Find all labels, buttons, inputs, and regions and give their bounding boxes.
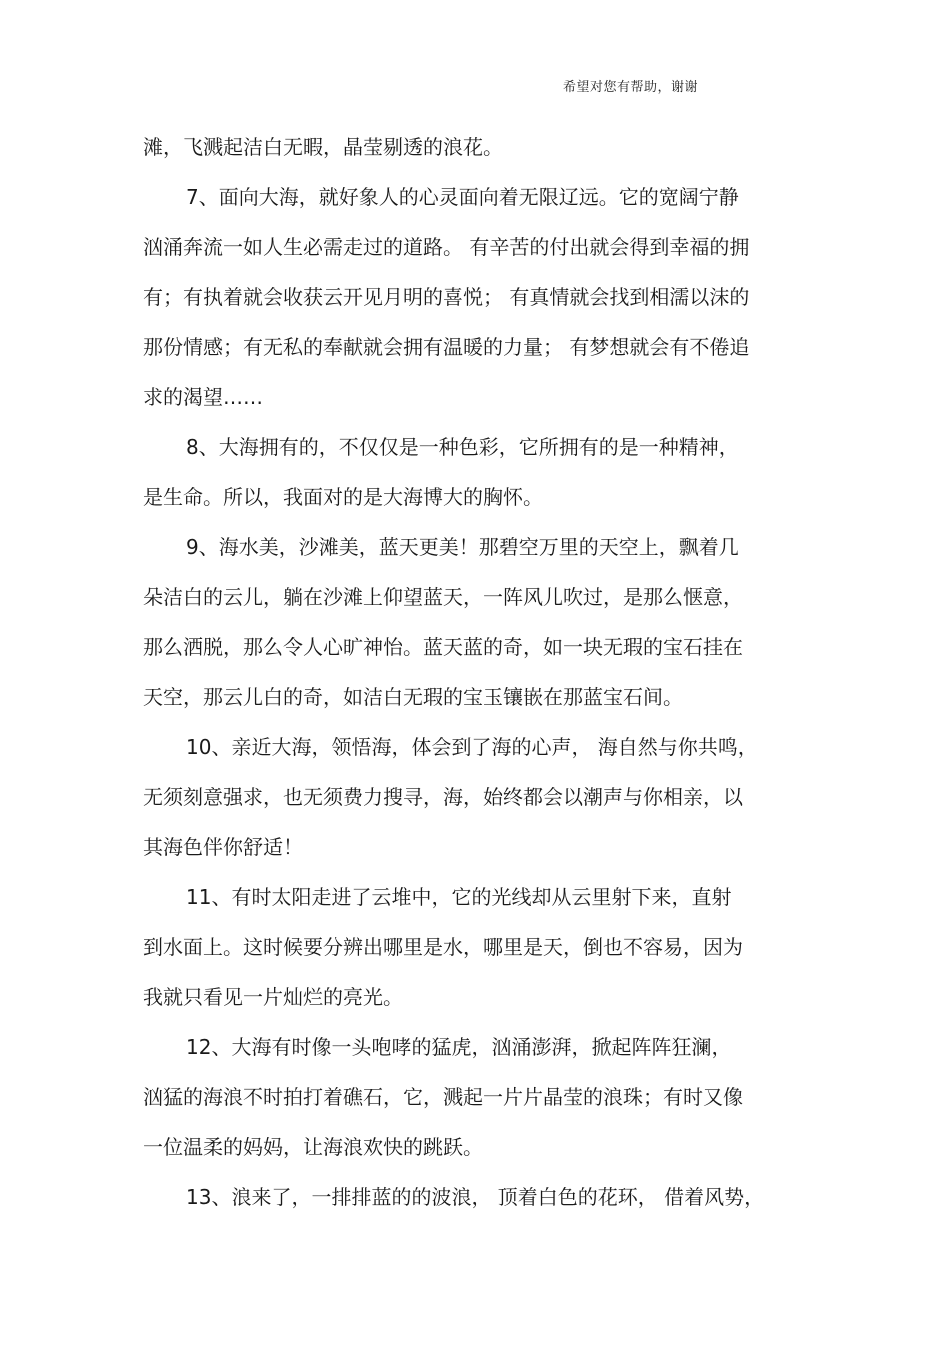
text-line: 其海色伴你舒适！ — [143, 835, 303, 859]
text-line: 无须刻意强求，也无须费力搜寻，海，始终都会以潮声与你相亲，以 — [143, 785, 743, 809]
paragraph-9-first-line: 9、海水美，沙滩美，蓝天更美！那碧空万里的天空上，飘着几 — [186, 535, 739, 559]
text-line: 我就只看见一片灿烂的亮光。 — [143, 985, 403, 1009]
text-line: 有；有执着就会收获云开见月明的喜悦； 有真情就会找到相濡以沫的 — [143, 285, 750, 309]
paragraph-12-first-line: 12、大海有时像一头咆哮的猛虎，汹涌澎湃，掀起阵阵狂澜， — [186, 1035, 732, 1059]
header-note: 希望对您有帮助，谢谢 — [563, 80, 699, 95]
text-line: 天空，那云儿白的奇，如洁白无瑕的宝玉镶嵌在那蓝宝石间。 — [143, 685, 683, 709]
text-line: 汹猛的海浪不时拍打着礁石，它，溅起一片片晶莹的浪珠；有时又像 — [143, 1085, 743, 1109]
text-line: 到水面上。这时候要分辨出哪里是水，哪里是天，倒也不容易，因为 — [143, 935, 743, 959]
text-line: 求的渴望…… — [143, 385, 263, 409]
paragraph-8-first-line: 8、大海拥有的，不仅仅是一种色彩，它所拥有的是一种精神， — [186, 435, 739, 459]
text-line: 那份情感；有无私的奉献就会拥有温暖的力量； 有梦想就会有不倦追 — [143, 335, 750, 359]
text-line: 汹涌奔流一如人生必需走过的道路。 有辛苦的付出就会得到幸福的拥 — [143, 235, 750, 259]
paragraph-11-first-line: 11、有时太阳走进了云堆中，它的光线却从云里射下来，直射 — [186, 885, 732, 909]
text-line: 朵洁白的云儿，躺在沙滩上仰望蓝天，一阵风儿吹过，是那么惬意， — [143, 585, 743, 609]
paragraph-7-first-line: 7、面向大海，就好象人的心灵面向着无限辽远。它的宽阔宁静 — [186, 185, 739, 209]
text-line: 滩，飞溅起洁白无暇，晶莹剔透的浪花。 — [143, 135, 503, 159]
text-line: 是生命。所以，我面对的是大海博大的胸怀。 — [143, 485, 543, 509]
text-line: 一位温柔的妈妈，让海浪欢快的跳跃。 — [143, 1135, 483, 1159]
paragraph-10-first-line: 10、亲近大海，领悟海，体会到了海的心声， 海自然与你共鸣， — [186, 735, 758, 759]
text-line: 那么洒脱，那么令人心旷神怡。蓝天蓝的奇，如一块无瑕的宝石挂在 — [143, 635, 743, 659]
paragraph-13-first-line: 13、浪来了，一排排蓝的的波浪， 顶着白色的花环， 借着风势， — [186, 1185, 765, 1209]
